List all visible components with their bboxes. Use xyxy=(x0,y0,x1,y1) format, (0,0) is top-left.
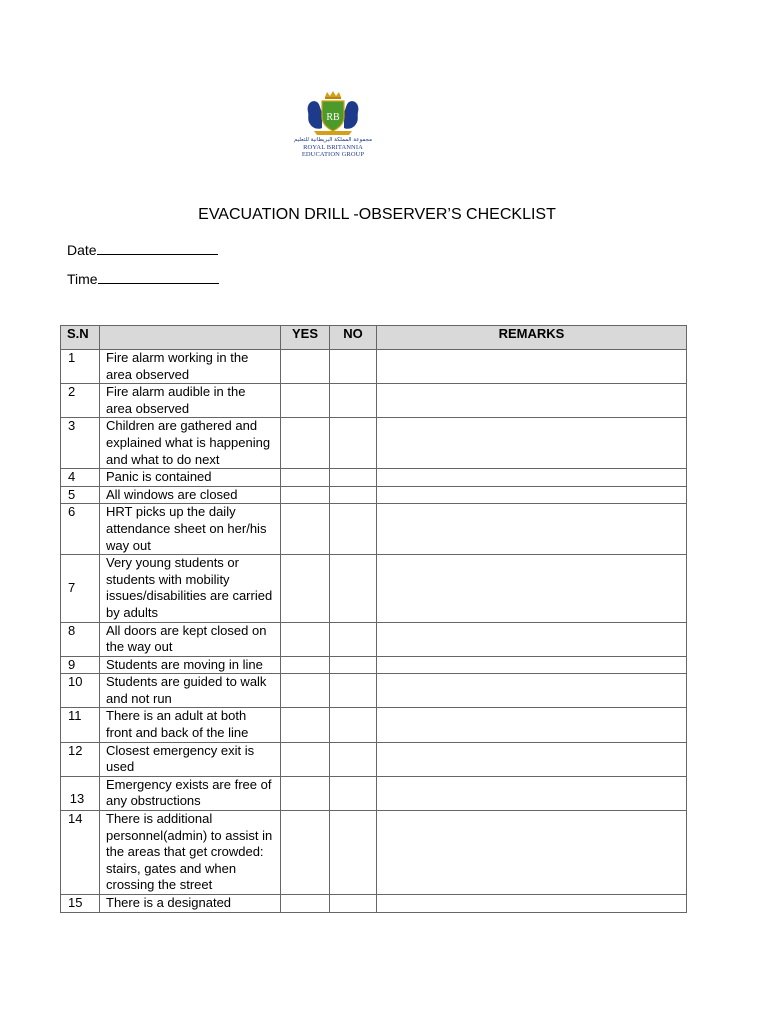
yes-cell[interactable] xyxy=(281,504,330,555)
row-item: All windows are closed xyxy=(100,486,281,504)
row-item: Panic is contained xyxy=(100,469,281,487)
table-header-row xyxy=(61,326,687,350)
remarks-cell[interactable] xyxy=(377,555,687,622)
date-field[interactable] xyxy=(67,240,218,258)
table-row xyxy=(61,384,687,418)
row-number: 9 xyxy=(61,656,100,674)
yes-cell[interactable] xyxy=(281,895,330,913)
remarks-cell[interactable] xyxy=(377,350,687,384)
document-title: EVACUATION DRILL -OBSERVER’S CHECKLIST xyxy=(198,206,556,223)
no-cell[interactable] xyxy=(330,350,377,384)
yes-cell[interactable] xyxy=(281,776,330,810)
header-remarks: REMARKS xyxy=(377,326,687,350)
time-field[interactable] xyxy=(67,269,219,287)
row-number: 4 xyxy=(61,469,100,487)
header-sn: S.N xyxy=(61,326,100,350)
row-item: Very young students or students with mobility issues/disabilities are carried by adults xyxy=(100,555,281,622)
no-cell[interactable] xyxy=(330,742,377,776)
table-row xyxy=(61,708,687,742)
logo-monogram: RB xyxy=(326,112,340,123)
table-row xyxy=(61,895,687,913)
table-row xyxy=(61,674,687,708)
row-number: 12 xyxy=(61,742,100,776)
table-row xyxy=(61,742,687,776)
no-cell[interactable] xyxy=(330,469,377,487)
no-cell[interactable] xyxy=(330,504,377,555)
time-blank-line[interactable] xyxy=(98,269,219,284)
yes-cell[interactable] xyxy=(281,708,330,742)
row-number: 7 xyxy=(61,555,100,622)
row-item: Students are moving in line xyxy=(100,656,281,674)
yes-cell[interactable] xyxy=(281,469,330,487)
yes-cell[interactable] xyxy=(281,418,330,469)
logo-arabic-name: مجموعة المملكة البريطانية للتعليم xyxy=(293,137,373,143)
yes-cell[interactable] xyxy=(281,486,330,504)
yes-cell[interactable] xyxy=(281,656,330,674)
row-number: 11 xyxy=(61,708,100,742)
yes-cell[interactable] xyxy=(281,674,330,708)
crest-icon xyxy=(302,90,364,136)
remarks-cell[interactable] xyxy=(377,622,687,656)
no-cell[interactable] xyxy=(330,708,377,742)
row-number: 3 xyxy=(61,418,100,469)
row-number: 14 xyxy=(61,811,100,895)
checklist-table xyxy=(60,325,687,913)
remarks-cell[interactable] xyxy=(377,656,687,674)
remarks-cell[interactable] xyxy=(377,742,687,776)
yes-cell[interactable] xyxy=(281,555,330,622)
row-number: 1 xyxy=(61,350,100,384)
remarks-cell[interactable] xyxy=(377,776,687,810)
no-cell[interactable] xyxy=(330,384,377,418)
yes-cell[interactable] xyxy=(281,811,330,895)
table-row xyxy=(61,486,687,504)
table-row xyxy=(61,776,687,810)
logo-name-line2: EDUCATION GROUP xyxy=(301,151,365,158)
no-cell[interactable] xyxy=(330,776,377,810)
remarks-cell[interactable] xyxy=(377,895,687,913)
no-cell[interactable] xyxy=(330,486,377,504)
yes-cell[interactable] xyxy=(281,742,330,776)
row-item: All doors are kept closed on the way out xyxy=(100,622,281,656)
row-number: 5 xyxy=(61,486,100,504)
remarks-cell[interactable] xyxy=(377,674,687,708)
row-item: Students are guided to walk and not run xyxy=(100,674,281,708)
row-item: Emergency exists are free of any obstructions xyxy=(100,776,281,810)
row-item: HRT picks up the daily attendance sheet on her/his way out xyxy=(100,504,281,555)
remarks-cell[interactable] xyxy=(377,486,687,504)
date-blank-line[interactable] xyxy=(97,240,218,255)
table-row xyxy=(61,350,687,384)
row-item: Fire alarm audible in the area observed xyxy=(100,384,281,418)
table-row xyxy=(61,418,687,469)
no-cell[interactable] xyxy=(330,418,377,469)
header-item xyxy=(100,326,281,350)
remarks-cell[interactable] xyxy=(377,384,687,418)
remarks-cell[interactable] xyxy=(377,504,687,555)
no-cell[interactable] xyxy=(330,555,377,622)
remarks-cell[interactable] xyxy=(377,708,687,742)
row-item: There is a designated xyxy=(100,895,281,913)
no-cell[interactable] xyxy=(330,811,377,895)
row-number: 6 xyxy=(61,504,100,555)
row-item: Fire alarm working in the area observed xyxy=(100,350,281,384)
no-cell[interactable] xyxy=(330,656,377,674)
yes-cell[interactable] xyxy=(281,350,330,384)
table-row xyxy=(61,504,687,555)
row-item: There is an adult at both front and back of the line xyxy=(100,708,281,742)
no-cell[interactable] xyxy=(330,622,377,656)
table-row xyxy=(61,622,687,656)
row-number: 13 xyxy=(61,776,100,810)
row-number: 15 xyxy=(61,895,100,913)
no-cell[interactable] xyxy=(330,674,377,708)
table-row xyxy=(61,811,687,895)
table-row xyxy=(61,469,687,487)
row-item: Children are gathered and explained what is happening and what to do next xyxy=(100,418,281,469)
header-yes: YES xyxy=(281,326,330,350)
yes-cell[interactable] xyxy=(281,384,330,418)
remarks-cell[interactable] xyxy=(377,811,687,895)
school-logo xyxy=(292,90,374,172)
table-row xyxy=(61,656,687,674)
yes-cell[interactable] xyxy=(281,622,330,656)
row-item: There is additional personnel(admin) to assist in the areas that get crowded: stairs, gates and when crossing the street xyxy=(100,811,281,895)
no-cell[interactable] xyxy=(330,895,377,913)
time-label: Time xyxy=(67,271,98,287)
header-no: NO xyxy=(330,326,377,350)
row-number: 8 xyxy=(61,622,100,656)
row-number: 10 xyxy=(61,674,100,708)
table-row xyxy=(61,555,687,622)
date-label: Date xyxy=(67,242,97,258)
row-number: 2 xyxy=(61,384,100,418)
row-item: Closest emergency exit is used xyxy=(100,742,281,776)
logo-name-line1: ROYAL BRITANNIA xyxy=(303,144,363,151)
remarks-cell[interactable] xyxy=(377,469,687,487)
remarks-cell[interactable] xyxy=(377,418,687,469)
